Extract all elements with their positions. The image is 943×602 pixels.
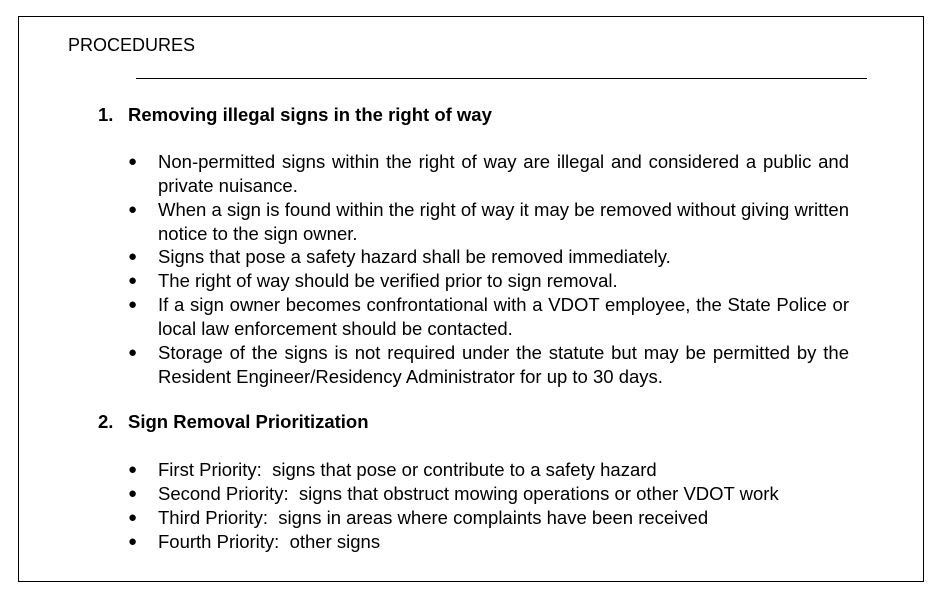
- section-1-bullet-2: ● When a sign is found within the right of way it may be removed without giving written notice to the sign owner.: [128, 199, 849, 244]
- section-1-bullet-4: ● The right of way should be verified prior to sign removal.: [128, 270, 618, 291]
- bullet-dot-icon: ●: [128, 248, 138, 265]
- section-1-bullet-6: ● Storage of the signs is not required under the statute but may be permitted by the Resident Engineer/Residency Administrator for up to 30 days.: [128, 342, 849, 387]
- section-2-bullet-1: ● First Priority: signs that pose or contribute to a safety hazard: [128, 459, 657, 480]
- section-1-bullet-5: ● If a sign owner becomes confrontational with a VDOT employee, the State Police or local law enforcement should be contacted.: [128, 294, 849, 339]
- bullet-dot-icon: ●: [128, 153, 138, 170]
- heading-rule: [136, 78, 867, 79]
- section-2-bullet-2: ● Second Priority: signs that obstruct mowing operations or other VDOT work: [128, 483, 779, 504]
- section-2-title: [98, 411, 369, 433]
- section-2-bullet-4: ● Fourth Priority: other signs: [128, 531, 381, 552]
- section-2-bullet-3: ● Third Priority: signs in areas where complaints have been received: [128, 507, 709, 528]
- section-1-title-text: Removing illegal signs in the right of way: [128, 104, 492, 125]
- bullet-dot-icon: ●: [128, 272, 138, 289]
- bullet-dot-icon: ●: [128, 533, 138, 550]
- bullet-dot-icon: ●: [128, 344, 138, 361]
- section-2-number: 2.: [98, 411, 114, 432]
- section-1-number: 1.: [98, 104, 114, 125]
- bullet-dot-icon: ●: [128, 509, 138, 526]
- section-1-bullet-3: ● Signs that pose a safety hazard shall be removed immediately.: [128, 246, 671, 267]
- bullet-dot-icon: ●: [128, 201, 138, 218]
- section-2-title-text: Sign Removal Prioritization: [128, 411, 369, 432]
- bullet-dot-icon: ●: [128, 485, 138, 502]
- bullet-dot-icon: ●: [128, 296, 138, 313]
- section-1-bullet-1: ● Non-permitted signs within the right of way are illegal and considered a public and private nuisance.: [128, 151, 849, 196]
- section-1-title: [98, 104, 492, 126]
- bullet-dot-icon: ●: [128, 461, 138, 478]
- procedures-heading: PROCEDURES: [68, 35, 196, 55]
